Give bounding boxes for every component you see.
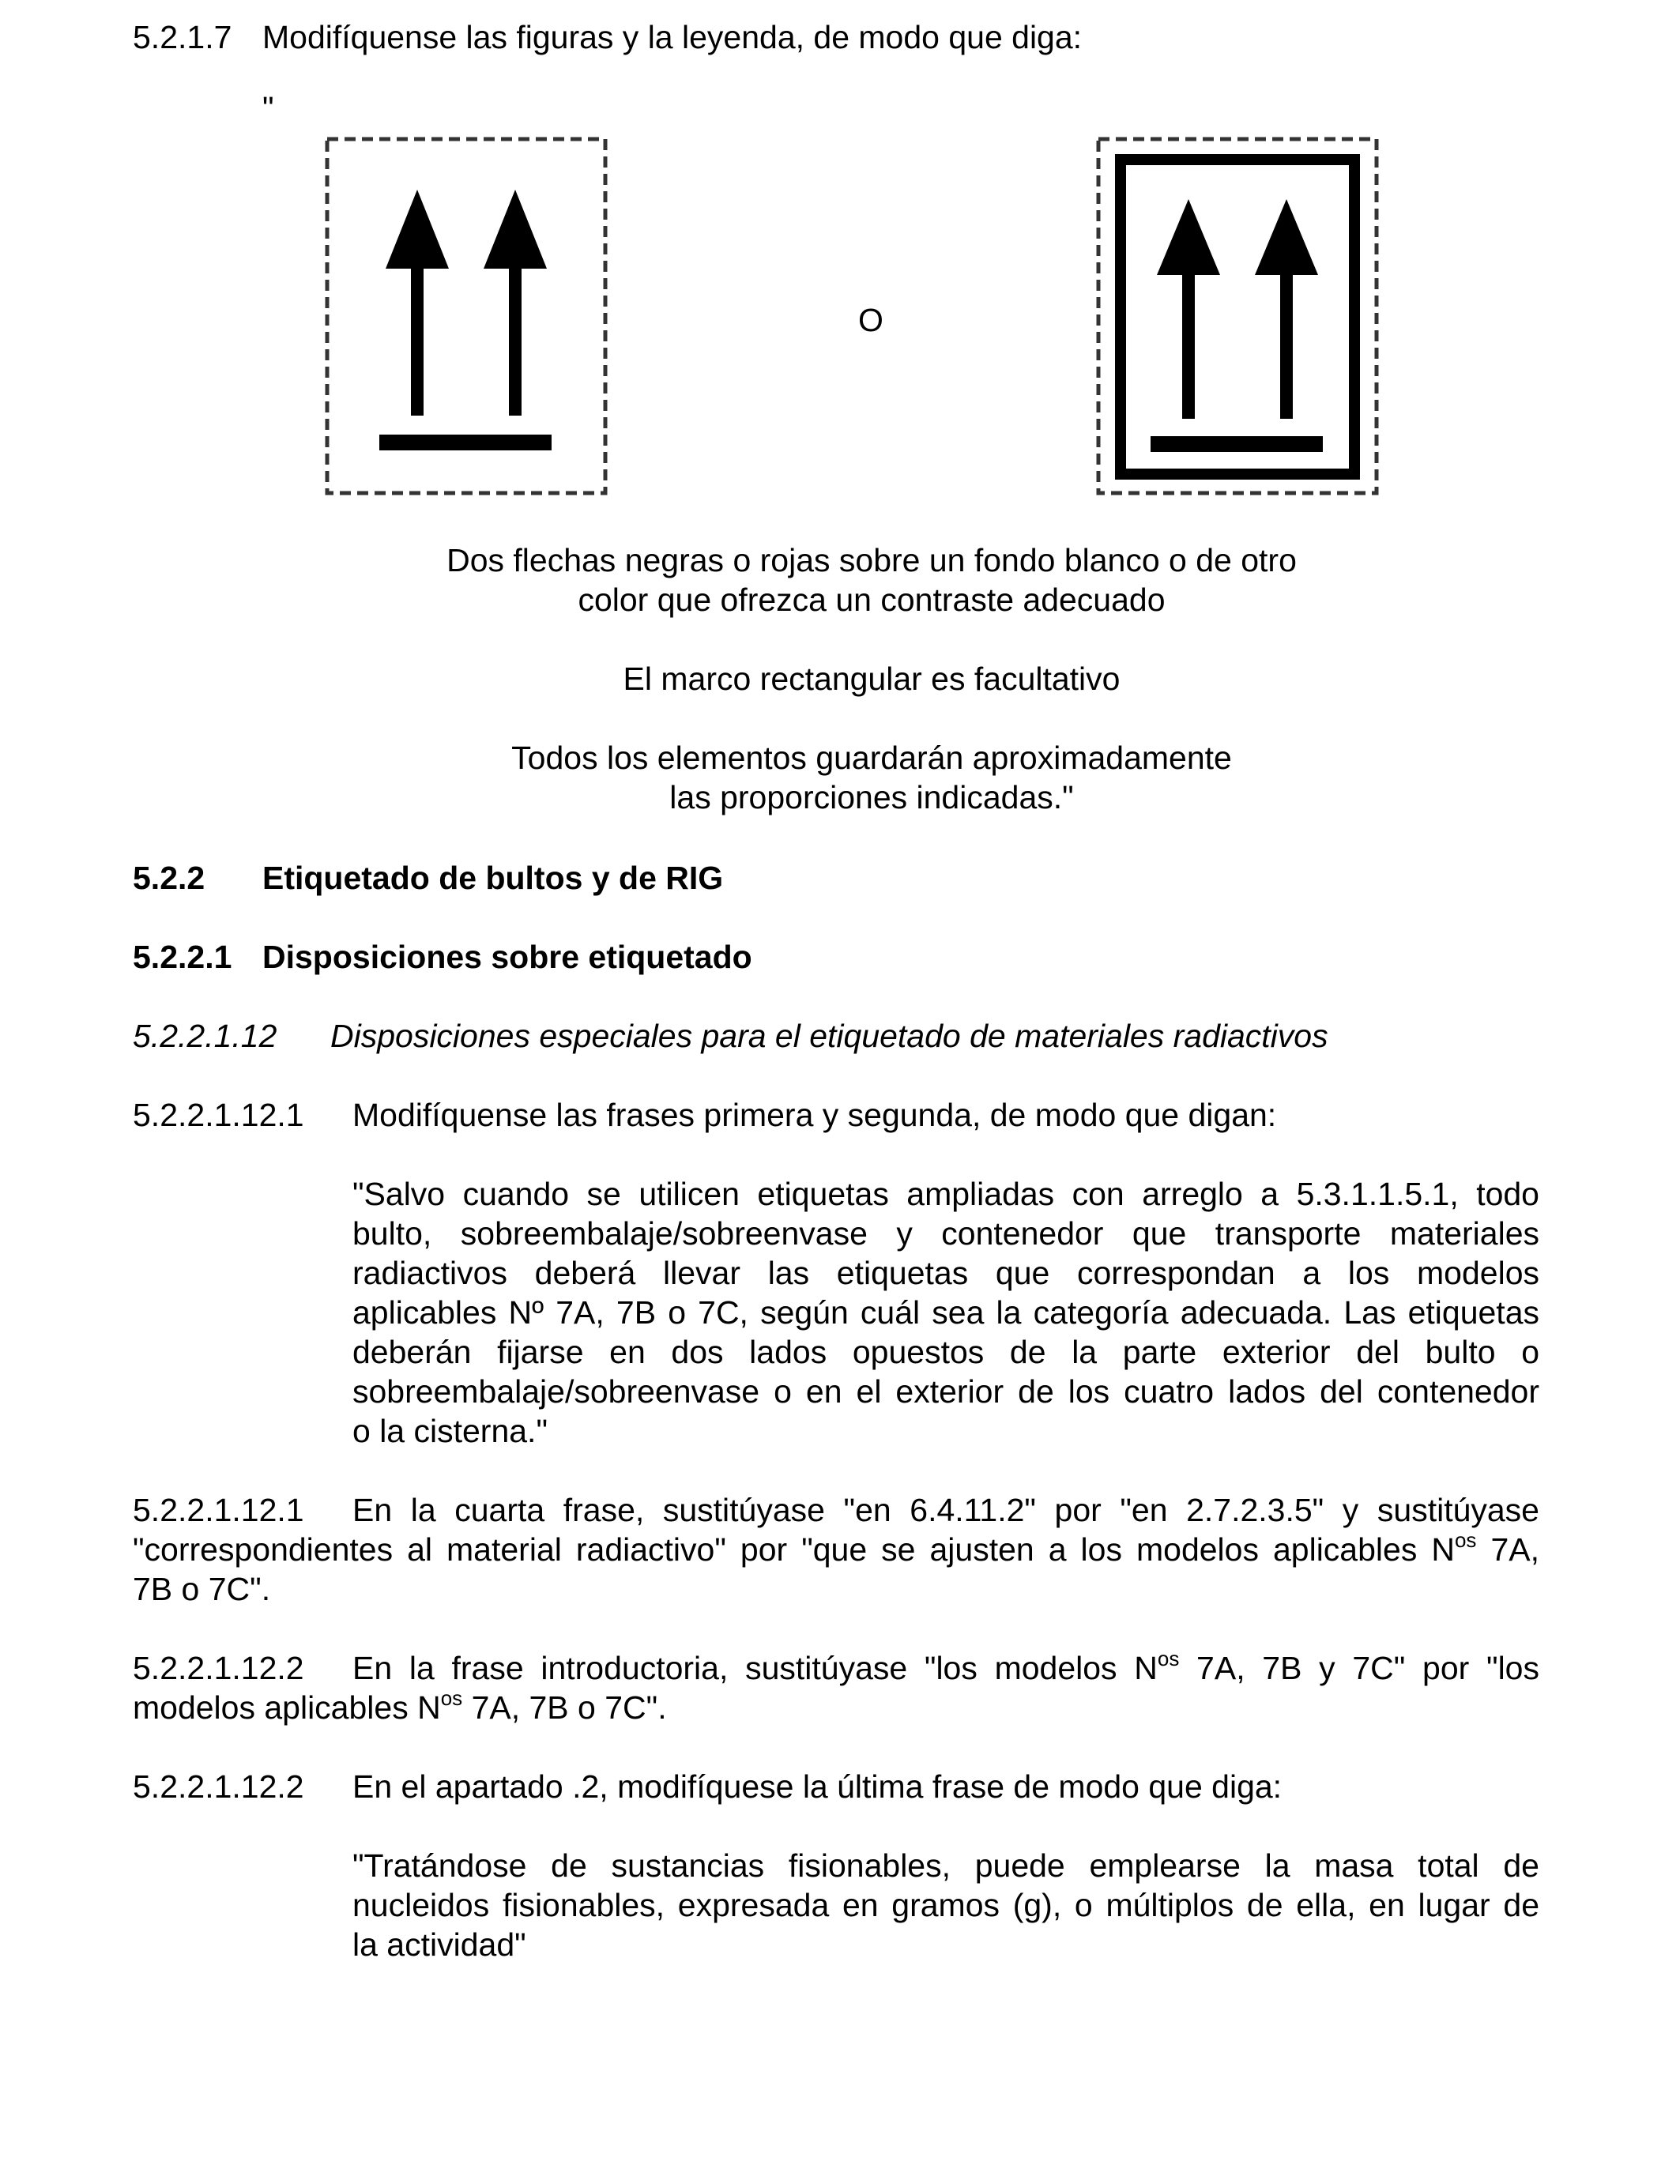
paragraph-text: modelos aplicables $N^{os}$ 7A, 7B o 7C". [133, 1686, 667, 1726]
quote-line: sobreembalaje/sobreenvase o en el exterior de los cuatro lados del contenedor [352, 1373, 1539, 1410]
base-bar [379, 435, 552, 450]
arrow-head-right [484, 190, 547, 269]
orientation-arrows-label-figure [324, 136, 608, 496]
paragraph-text: En el apartado .2, modifíquese la última frase de modo que diga: [352, 1768, 1283, 1805]
quote-line: deberán fijarse en dos lados opuestos de la parte exterior del bulto o [352, 1334, 1539, 1370]
orientation-arrows-label-with-frame-figure [1095, 136, 1380, 496]
legend-line: Todos los elementos guardarán aproximadamente [511, 740, 1232, 776]
quote-line: bulto, sobreembalaje/sobreenvase y contenedor que transporte materiales [352, 1215, 1539, 1252]
arrow-shaft-left [1182, 269, 1195, 419]
section-heading: Etiquetado de bultos y de RIG [262, 860, 724, 896]
paragraph-text: En la frase introductoria, sustitúyase "los modelos $N^{os}$ 7A, 7B y 7C" por "los [352, 1647, 1539, 1686]
quote-line: "Tratándose de sustancias fisionables, puede emplearse la masa total de [352, 1847, 1539, 1884]
paragraph-text: "correspondientes al material radiactivo" por "que se ajusten a los modelos aplicables $N^{os}$ 7A, [133, 1528, 1539, 1568]
section-number: 5.2.2.1 [133, 939, 232, 975]
section-number: 5.2.2 [133, 860, 205, 896]
rectangular-frame [1121, 160, 1354, 474]
legend-line: las proporciones indicadas." [669, 779, 1074, 815]
paragraph-text: Modifíquense las frases primera y segunda, de modo que digan: [352, 1097, 1277, 1133]
subsection-number: 5.2.2.1.12 [133, 1018, 277, 1054]
figure-separator: O [858, 302, 883, 338]
paragraph-text: Modifíquense las figuras y la leyenda, de modo que diga: [262, 19, 1083, 55]
paragraph-number: 5.2.2.1.12.2 [133, 1650, 304, 1686]
arrow-head-left [1157, 199, 1220, 275]
arrow-shaft-right [1280, 269, 1293, 419]
opening-quote: " [262, 90, 274, 126]
paragraph-number: 5.2.2.1.12.1 [133, 1097, 304, 1133]
paragraph-number: 5.2.2.1.12.2 [133, 1768, 304, 1805]
base-bar [1151, 436, 1323, 452]
legend-line: El marco rectangular es facultativo [623, 661, 1121, 697]
section-heading: Disposiciones sobre etiquetado [262, 939, 752, 975]
arrow-shaft-right [509, 262, 522, 416]
paragraph-number: 5.2.2.1.12.1 [133, 1492, 304, 1528]
subsection-heading: Disposiciones especiales para el etiquetado de materiales radiactivos [330, 1018, 1328, 1054]
quote-line: radiactivos deberá llevar las etiquetas que correspondan a los modelos [352, 1255, 1539, 1291]
legend-line: color que ofrezca un contraste adecuado [578, 582, 1166, 618]
quote-line: nucleidos fisionables, expresada en gramos (g), o múltiplos de ella, en lugar de [352, 1887, 1539, 1923]
quote-line: o la cisterna." [352, 1413, 548, 1449]
arrow-head-left [386, 190, 449, 269]
arrow-head-right [1255, 199, 1318, 275]
legend-line: Dos flechas negras o rojas sobre un fondo blanco o de otro [446, 542, 1297, 578]
paragraph-text: 7B o 7C". [133, 1571, 271, 1607]
quote-line: aplicables Nº 7A, 7B o 7C, según cuál sea la categoría adecuada. Las etiquetas [352, 1294, 1539, 1331]
quote-line: la actividad" [352, 1926, 526, 1963]
quote-line: "Salvo cuando se utilicen etiquetas ampliadas con arreglo a 5.3.1.1.5.1, todo [352, 1176, 1539, 1212]
paragraph-number: 5.2.1.7 [133, 19, 232, 55]
arrow-shaft-left [411, 262, 424, 416]
paragraph-text: En la cuarta frase, sustitúyase "en 6.4.11.2" por "en 2.7.2.3.5" y sustitúyase [352, 1492, 1539, 1528]
